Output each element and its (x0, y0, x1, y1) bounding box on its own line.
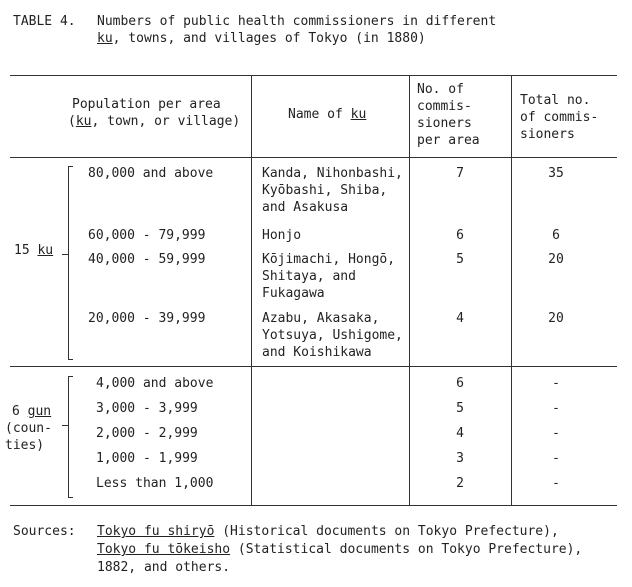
total-count: 6 (552, 228, 560, 243)
table-title-line-1: Numbers of public health commissioners in different (97, 14, 497, 29)
title-rest: , towns, and villages of Tokyo (in 1880) (112, 31, 426, 46)
per-area-count: 4 (456, 426, 464, 441)
per-area-count: 5 (456, 401, 464, 416)
gun-group-label: 6 gun (12, 404, 52, 419)
per-area-count: 6 (456, 376, 464, 391)
table-title-line-2 (97, 31, 426, 47)
header-commissioners-per-area: No. of commis- sioners per area (417, 82, 480, 148)
ku-brace-point (62, 254, 68, 255)
header-total-commissioners: Total no. of commis- sioners (520, 93, 599, 142)
gun-group-sublabel: (coun- ties) (5, 421, 52, 453)
source-line-1: Tokyo fu shiryō (Historical documents on Tokyo Prefecture), (97, 524, 559, 539)
header-population-line-2: (ku, town, or village) (68, 114, 241, 129)
ku-names: Honjo (262, 228, 302, 243)
gun-group-brace (68, 376, 73, 498)
total-count: - (552, 401, 560, 416)
gun-brace-point (62, 425, 68, 426)
bottom-rule (10, 505, 617, 506)
column-divider-1 (251, 75, 252, 505)
ku-term: ku (75, 114, 92, 129)
total-count: 35 (548, 166, 564, 181)
ku-group-brace (68, 166, 73, 360)
ku-term: ku (37, 243, 54, 258)
population-range: 40,000 - 59,999 (88, 252, 206, 267)
population-range: 60,000 - 79,999 (88, 228, 206, 243)
table-label: TABLE 4. (13, 14, 76, 29)
source-title-1: Tokyo fu shiryō (97, 524, 215, 539)
population-range: 1,000 - 1,999 (96, 451, 198, 466)
total-count: 20 (548, 252, 564, 267)
per-area-count: 5 (456, 252, 464, 267)
header-rule (10, 157, 617, 158)
population-range: 80,000 and above (88, 166, 214, 181)
population-range: Less than 1,000 (96, 476, 214, 491)
per-area-count: 2 (456, 476, 464, 491)
ku-group-label: 15 ku (14, 243, 54, 258)
gun-term: gun (27, 404, 52, 419)
ku-term: ku (350, 107, 367, 122)
header-name-of-ku: Name of ku (288, 107, 367, 122)
per-area-count: 4 (456, 311, 464, 326)
top-rule (10, 75, 617, 76)
source-line-2: Tokyo fu tōkeisho (Statistical documents on Tokyo Prefecture), (97, 542, 583, 557)
ku-names: Kōjimachi, Hongō, Shitaya, and Fukagawa (262, 252, 396, 301)
ku-names: Azabu, Akasaka, Yotsuya, Ushigome, and Koishikawa (262, 311, 403, 360)
population-range: 4,000 and above (96, 376, 214, 391)
group-separator (10, 366, 617, 367)
per-area-count: 6 (456, 228, 464, 243)
per-area-count: 3 (456, 451, 464, 466)
population-range: 2,000 - 2,999 (96, 426, 198, 441)
total-count: - (552, 426, 560, 441)
sources-label: Sources: (13, 524, 76, 539)
source-line-3: 1882, and others. (97, 560, 231, 575)
source-title-2: Tokyo fu tōkeisho (97, 542, 231, 557)
total-count: - (552, 451, 560, 466)
per-area-count: 7 (456, 166, 464, 181)
total-count: 20 (548, 311, 564, 326)
total-count: - (552, 476, 560, 491)
ku-names: Kanda, Nihonbashi, Kyōbashi, Shiba, and Asakusa (262, 166, 403, 215)
header-population-line-1: Population per area (72, 97, 221, 112)
population-range: 20,000 - 39,999 (88, 311, 206, 326)
total-count: - (552, 376, 560, 391)
ku-term: ku (97, 31, 113, 46)
population-range: 3,000 - 3,999 (96, 401, 198, 416)
